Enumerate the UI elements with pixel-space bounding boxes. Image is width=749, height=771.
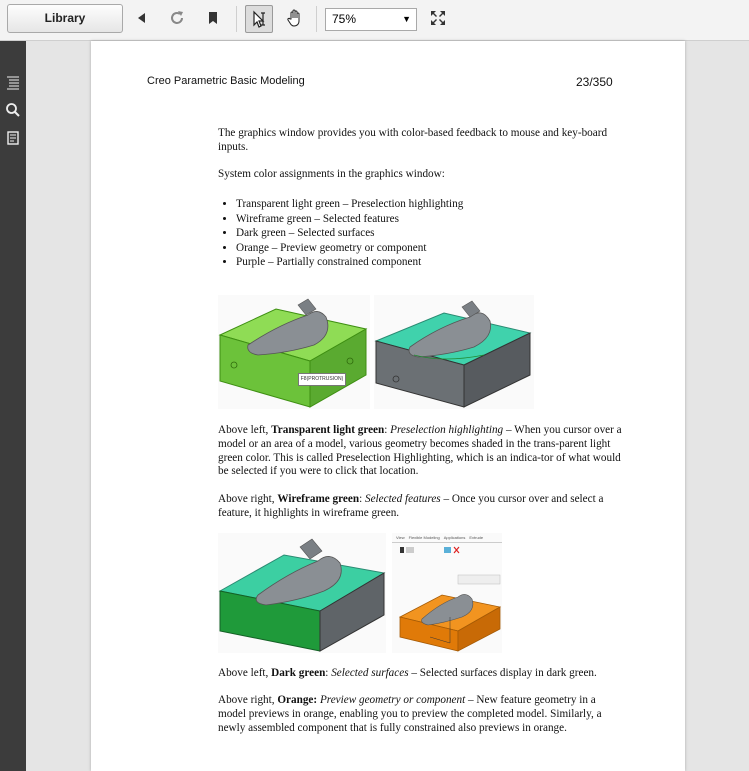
zoom-select[interactable] [325, 8, 417, 31]
back-arrow-icon[interactable] [131, 7, 153, 29]
figure-preselection-highlight [218, 295, 370, 409]
outline-list-icon[interactable] [4, 73, 22, 91]
figure-orange-preview [392, 533, 502, 653]
tab-applications: Applications [443, 535, 466, 540]
tab-view: View [396, 535, 405, 540]
left-sidebar [0, 41, 26, 771]
system-colors-paragraph: System color assignments in the graphics window: [218, 168, 445, 180]
intro-paragraph: The graphics window provides you with color-based feedback to mouse and key-board inputs. [218, 127, 608, 153]
bookmark-icon[interactable] [202, 7, 224, 29]
toolbar [0, 0, 749, 41]
list-item: • Transparent light green – Preselection highlighting [236, 197, 586, 212]
figure-wireframe-green [374, 295, 534, 409]
refresh-icon[interactable] [166, 7, 188, 29]
zoom-value: 75% [332, 12, 357, 26]
paragraph-dark-green: Above left, Dark green: Selected surfaces – Selected surfaces display in dark green. [218, 667, 597, 679]
list-item: • Purple – Partially constrained component [236, 255, 586, 270]
tab-extrude: Extrude [469, 535, 484, 540]
list-item: • Wireframe green – Selected features [236, 212, 586, 227]
figure-dark-green-surfaces [218, 533, 386, 653]
library-button[interactable]: Library [7, 4, 123, 33]
hand-pan-icon[interactable] [284, 7, 306, 29]
paragraph-wireframe-green: Above right, Wireframe green: Selected features – Once you cursor over and select a feature, it highlights in wireframe green. [218, 493, 604, 519]
paragraph-transparent-light-green: Above left, Transparent light green: Preselection highlighting – When you cursor over a model or an area of a model, various geometry becomes shaded in the trans-parent light green color. This is called Preselection Highlighting, which is an indica-tor of what would be selected if you were to click that location. [218, 424, 622, 478]
fullscreen-icon[interactable] [427, 7, 449, 29]
search-icon[interactable] [4, 101, 22, 119]
page-number: 23/350 [576, 75, 613, 89]
paragraph-orange: Above right, Orange: Preview geometry or component – New feature geometry in a model previews in orange, enabling you to preview the completed model. Similarly, a newly assembled component that is fully constrained also previews in orange. [218, 694, 602, 734]
chevron-down-icon: ▼ [402, 14, 411, 24]
notes-icon[interactable] [4, 129, 22, 147]
list-item: • Dark green – Selected surfaces [236, 226, 586, 241]
document-page [91, 41, 685, 771]
feature-callout: F8(PROTRUSION) [298, 373, 346, 386]
tab-flexible-modeling: Flexible Modeling [408, 535, 440, 540]
toolbar-separator [236, 6, 237, 32]
select-text-cursor-icon[interactable] [245, 5, 273, 33]
toolbar-separator [316, 6, 317, 32]
list-item: • Orange – Preview geometry or component [236, 241, 586, 256]
page-header-title: Creo Parametric Basic Modeling [147, 75, 305, 87]
color-bullet-list [218, 197, 586, 270]
